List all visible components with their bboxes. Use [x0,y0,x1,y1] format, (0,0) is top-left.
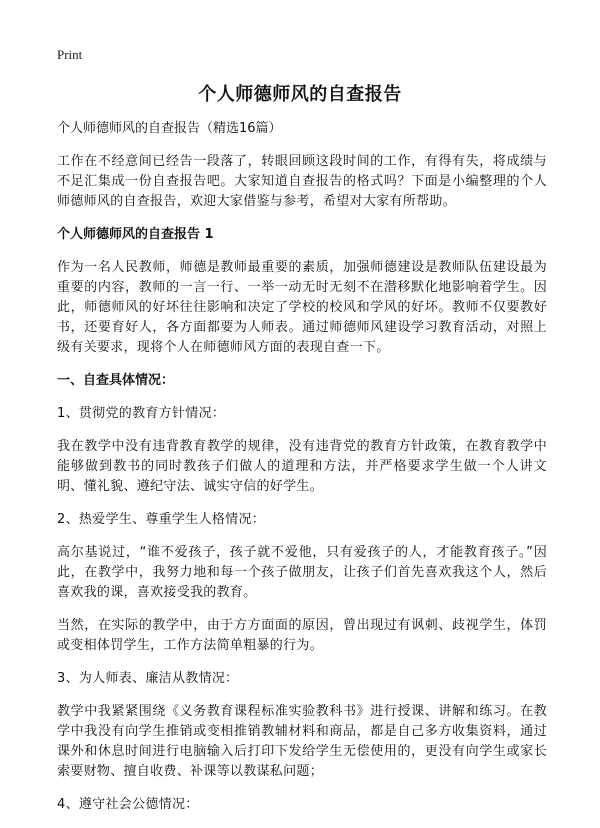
document-title: 个人师德师风的自查报告 [198,84,402,105]
print-link[interactable]: Print [57,47,83,62]
item-heading: 3、为人师表、廉洁从教情况： [57,671,239,686]
part-heading: 一、自查具体情况： [57,373,175,388]
item-heading: 2、热爱学生、尊重学生人格情况： [57,512,266,527]
section-paragraph: 作为一名人民教师，师德是教师最重要的素质，加强师德建设是教师队伍建设最为重要的内容，教师的一言一行、一举一动无时无刻不在潜移默化地影响着学生。因此，师德师风的好坏往往影响和决定了学校的校风和学风的好坏。教师不仅要教好书，还要育好人，各方面都要为人师表。通过师德师风建设学习教育活动，对照上级有关要求，现将个人在师德师风方面的表现自查一下。 [57,260,547,355]
item-paragraph: 当然，在实际的教学中，由于方方面面的原因，曾出现过有讽刺、歧视学生，体罚或变相体罚学生，工作方法简单粗暴的行为。 [57,618,547,653]
item-paragraph: 教学中我紧紧围绕《义务教育课程标准实验教科书》进行授课、讲解和练习。在教学中我没有向学生推销或变相推销教辅材料和商品，都是自己多方收集资料，通过课外和休息时间进行电脑输入后打印下发给学生无偿使用的，更没有向学生或家长索要财物、擅自收费、补课等以教谋私问题； [57,704,547,779]
document-body [57,119,547,828]
section-heading: 个人师德师风的自查报告 1 [57,227,214,242]
intro-paragraph: 工作在不经意间已经告一段落了，转眼回顾这段时间的工作，有得有失，将成绩与不足汇集成一份自查报告吧。大家知道自查报告的格式吗？下面是小编整理的个人师德师风的自查报告，欢迎大家借鉴与参考，希望对大家有所帮助。 [57,154,547,209]
document-subtitle: 个人师德师风的自查报告（精选16篇） [57,121,282,136]
item-heading: 1、贯彻党的教育方针情况： [57,406,226,421]
item-paragraph: 我在教学中没有违背教育教学的规律，没有违背党的教育方针政策，在教育教学中能够做到教书的同时教孩子们做人的道理和方法，并严格要求学生做一个人讲文明、懂礼貌、遵纪守法、诚实守信的好学生。 [57,439,547,494]
item-paragraph: 高尔基说过，“谁不爱孩子，孩子就不爱他，只有爱孩子的人，才能教育孩子。”因此，在教学中，我努力地和每一个孩子做朋友，让孩子们首先喜欢我这个人，然后喜欢我的课，喜欢接受我的教育。 [57,545,547,600]
item-heading: 4、遵守社会公德情况： [57,797,199,812]
